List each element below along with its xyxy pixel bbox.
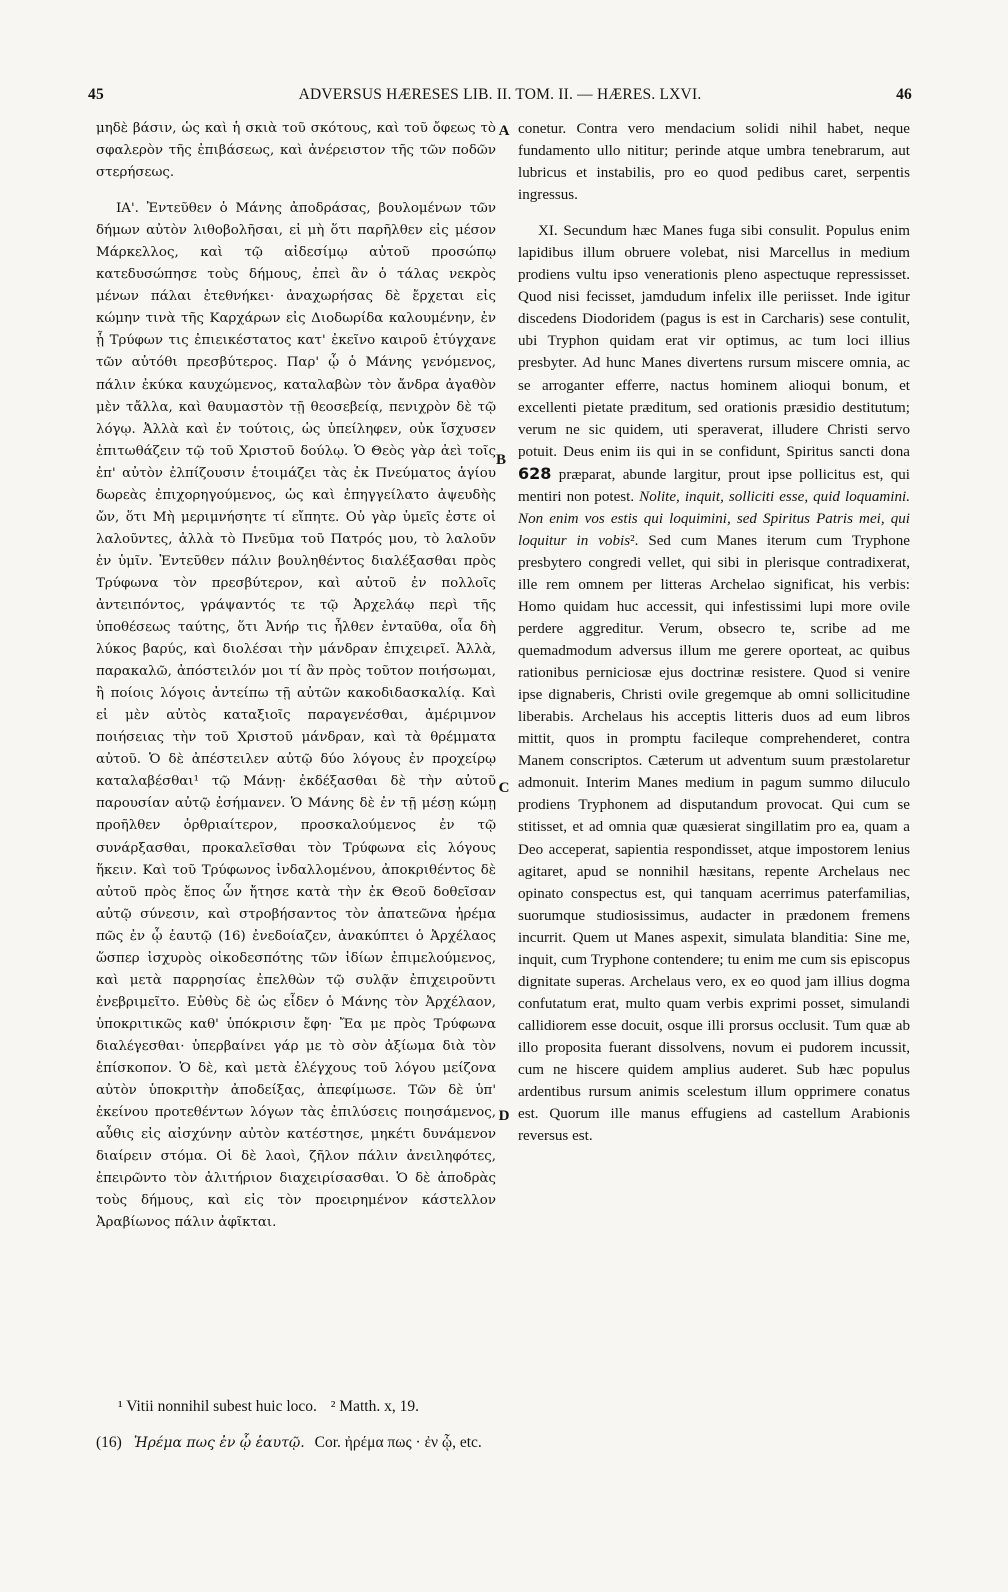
latin-column xyxy=(518,118,910,1394)
margin-letter-c: C xyxy=(498,780,510,796)
footnote-16-greek: Ἠρέμα πως ἐν ᾧ ἑαυτῷ. xyxy=(133,1435,305,1451)
footnote-1: ¹ Vitii nonnihil subest huic loco. xyxy=(118,1398,317,1415)
page-number-left: 45 xyxy=(88,86,104,103)
greek-paragraph-2: ΙΑ'. Ἐντεῦθεν ὁ Μάνης ἀποδράσας, βουλομένων τῶν δήμων αὐτὸν λιθοβολῆσαι, εἰ μὴ ὅτι παρῆλθεν εἰς μέσον Μάρκελλος, καὶ τῷ αἰδεσίμῳ αὐτοῦ προσώπῳ κατεδυσώπησε τοὺς δήμους, ἐπεὶ ἂν ὁ τάλας νεκρὸς μένων πάλαι ἐτεθνήκει· ἀναχωρήσας δὲ ἔρχεται εἰς κώμην τινὰ τῆς Καρχάρων εἰς Διοδωρίδα καλουμένην, ἐν ᾗ Τρύφων τις ἐπιεικέστατος κατ' ἐκεῖνο καιροῦ ἐτύγχανε τῶν αὐτόθι πρεσβύτερος. Παρ' ᾧ ὁ Μάνης γενόμενος, πάλιν ἐκύκα καυχώμενος, καταλαβὼν τὸν ἄνδρα ἀγαθὸν μὲν τἄλλα, καὶ θαυμαστὸν τῇ θεοσεβείᾳ, πενιχρὸν δὲ τῷ λόγῳ. Ἀλλὰ καὶ ἐν τούτοις, ὡς ὑπείληφεν, οὐκ ἴσχυσεν ἐπιτωθάζειν τῷ τοῦ Χριστοῦ δούλῳ. Ὁ Θεὸς γὰρ ἀεὶ τοῖς ἐπ' αὐτὸν ἐλπίζουσιν ἑτοιμάζει τὰς ἐκ Πνεύματος ἁγίου δωρεὰς ἐπιχορηγούμενος, ὡς καὶ ἐπηγγείλατο ἀψευδὴς ὤν, ὅτι Μὴ μεριμνήσητε τί εἴπητε. Οὐ γὰρ ὑμεῖς ἐστε οἱ λαλοῦντες, ἀλλὰ τὸ Πνεῦμα τοῦ Πατρός μου, τὸ λαλοῦν ἐν ὑμῖν. Ἐντεῦθεν πάλιν βουληθέντος διαλέξασθαι πρὸς Τρύφωνα τὸν πρεσβύτερον, καὶ αὐτοῦ ἐν πολλοῖς ἀντειπόντος, γράψαντός τε τῷ Ἀρχελάῳ περὶ τῆς ὑποθέσεως ταύτης, ὅτι Ἀνήρ τις ἦλθεν ἐνταῦθα, οἷα δὴ λύκος βαρύς, καὶ διολέσαι τὴν μάνδραν ἐπιχειρεῖ. Ἀλλὰ, παρακαλῶ, ἀπόστειλόν μοι τί ἂν πρὸς τοῦτον ποιήσωμαι, ἢ ποίοις λόγοις ἀντείπω τῇ αὐτῶν κακοδιδασκαλίᾳ. Καὶ εἰ μὲν αὐτὸς καταξιοῖς παραγενέσθαι, ἀμέριμνον ποιήσειας τὴν τοῦ Χριστοῦ μάνδραν, καὶ τὰ θρέμματα αὐτοῦ. Ὁ δὲ ἀπέστειλεν αὐτῷ δύο λόγους ἐν προχείρῳ καταλαβέσθαι¹ τῷ Μάνῃ· ἐκδέξασθαι δὲ τὴν αὐτοῦ παρουσίαν αὐτῷ ἐσήμανεν. Ὁ Μάνης δὲ ἐν τῇ μέσῃ κώμῃ προῆλθεν ὀρθριαίτερον, προσκαλούμενος ἐν τῷ συνάρξασθαι, προκαλεῖσθαι τὸν Τρύφωνα εἰς λόγους ἥκειν. Καὶ τοῦ Τρύφωνος ἰνδαλλομένου, ἀποκριθέντος δὲ αὐτοῦ πρὸς ἔπος ὧν ἤτησε κατὰ τὴν ἐκ Θεοῦ δοθεῖσαν αὐτῷ σύνεσιν, καὶ στροβήσαντος τὸν ἀπατεῶνα ἠρέμα πῶς ἐν ᾧ ἑαυτῷ (16) ἐνεδοίαζεν, ἀνακύπτει ὁ Ἀρχέλαος ὥσπερ ἰσχυρὸς οἰκοδεσπότης τῶν ἰδίων ἐπιμελούμενος, καὶ μετὰ παρρησίας ἐπελθὼν τῷ συλᾷν ἐπιχειροῦντι ἐνεβριμεῖτο. Εὐθὺς δὲ ὡς εἶδεν ὁ Μάνης τὸν Ἀρχέλαον, ὑποκριτικῶς καθ' ὑπόκρισιν ἔφη· Ἔα με πρὸς Τρύφωνα διαλέγεσθαι· ὑπερβαίνει γάρ με τὸ σὸν ἀξίωμα διὰ τὸν ἐπίσκοπον. Ὁ δὲ, καὶ μετὰ ἐλέγχους τοῦ λόγου μείζονα αὐτὸν ὑποκριτὴν ἀποδείξας, ἀπεφίμωσε. Τῶν δὲ ὑπ' ἐκείνου προτεθέντων λόγων τὰς ἐπιλύσεις ποιησάμενος, αὖθις εἰς αἰσχύνην αὐτὸν κατέστησε, μηκέτι δυνάμενον διαίρειν στόμα. Οἱ δὲ λαοὶ, ζῆλον πάλιν ἀνειληφότες, ἐπειρῶντο τὸν ἀλιτήριον διαχειρίσασθαι. Ὁ δὲ ἀποδρὰς τοὺς δήμους, καὶ εἰς τὸν προειρημένον κάστελλον Ἀραβίωνος πάλιν ἀφῖκται. xyxy=(96,201,496,1231)
page-number-right: 46 xyxy=(896,86,912,103)
greek-column xyxy=(96,118,496,1376)
margin-letter-d: D xyxy=(498,1108,510,1124)
latin-text-segment: præparat, abunde largitur, prout ipse pollicitus est, qui mentiri non potest. xyxy=(518,466,910,505)
footnote-16-text: Cor. ἠρέμα πως · ἐν ᾧ, etc. xyxy=(314,1434,482,1451)
greek-paragraph-1: μηδὲ βάσιν, ὡς καὶ ἡ σκιὰ τοῦ σκότους, καὶ τοῦ ὄφεως τὸ σφαλερὸν τῆς ἐπιβάσεως, καὶ ἀνέρειστον τῆς τῶν ποδῶν στερήσεως. xyxy=(96,121,496,181)
latin-text-segment: XI. Secundum hæc Manes fuga sibi consulit. Populus enim lapidibus illum obruere volebat, nisi Marcellus in medium prodiens vultu ipso venerationis pleno aspectuque repressisset. Quod nisi fecisset, jamdudum infelix ille periisset. Inde igitur discedens Diodoridem (pagus is est in Carcharis) sese contulit, ubi Tryphon quidam erat vir optimus, ac tum loci illius presbyter. Ad hunc Manes divertens rursum miscere omnia, ac se arroganter efferre, nactus hominem alioqui bonum, et excellenti pietate præditum, sed orationis præsidio destitutum; verum ne sic quidem, uti speraverat, illudere Christi servo potuit. Deus enim iis qui in se confidunt, Spiritus sancti dona xyxy=(518,223,910,460)
footnotes-line-2 xyxy=(96,1434,916,1452)
running-title: ADVERSUS HÆRESES LIB. II. TOM. II. — HÆRES. LXVI. xyxy=(298,86,702,103)
footnote-16-label: (16) xyxy=(96,1434,122,1451)
footnotes-line-1 xyxy=(96,1398,916,1416)
latin-paragraph-2 xyxy=(518,220,910,1147)
scripture-quote: Nolite, inquit, solliciti esse, quid loquamini. Non enim vos estis qui loquimini, sed Spiritus Patris mei, qui loquitur in vobis xyxy=(518,488,910,549)
margin-letter-b: B xyxy=(495,452,506,468)
footnote-reference: ². xyxy=(630,532,639,549)
margin-letter-a: A xyxy=(498,123,510,139)
latin-text-segment: Sed cum Manes iterum cum Tryphone presbytero congredi vellet, qui sibi in plerisque contradixerat, ille rem omnem per litteras Archelao significat, his verbis: Homo quidam huc accessit, qui infestissimi lupi more ovile perdere aggreditur. Verum, obsecro te, scribe ad me quemadmodum adversus illum me gerere oporteat, ac quibus rationibus perniciosæ ejus doctrinæ resistere. Quod si venire ipse dignaberis, Christi ovile gregemque ab omni sollicitudine liberabis. Archelaus his acceptis litteris duos ad eum libros mittit, quos in promptu facileque comprehenderet, contra Manem conscriptos. Cæterum ut adventum suum præstolaretur admonuit. Interim Manes medium in pagum summo diluculo prodiens Tryphonem ad disputandum provocat. Qui cum se stitisset, et ad omnia quæ quæsierat singillatim pro ea, quam a Deo acceperat, sapientia respondisset, atque impostorem lenius agitaret, apud se nonnihil hæsitans, repente Archelaus nec opinato conspectus est, qui tanquam acerrimus paterfamilias, suorumque studiosissimus, audacter in prædonem fremens incurrit. Quem ut Manes aspexit, simulata blanditia: Sine me, inquit, cum Tryphone contendere; tu enim me cum sis episcopus dignitate superas. Archelaus vero, ex eo quod jam illius dogma confutatum erat, multo quam verbis exprimi posset, simulandi callidiorem esse docuit, osque illi prorsus occlusit. Tum quæ ab illo proposita fuerant dissolvens, novum ei pudorem incussit, cum ne hiscere quidem amplius auderet. Sub hæc populus ardentibus rursum animis scelestum illum opprimere conatus est. Quorum ille manus effugiens ad castellum Arabionis reversus est. xyxy=(518,532,910,1145)
latin-paragraph-1: conetur. Contra vero mendacium solidi nihil habet, neque fundamento ullo nititur; perinde atque umbra tenebrarum, aut lubricus et instabilis, pro eo quod pedibus caret, serpentis ingressus. xyxy=(518,121,910,204)
page-header xyxy=(88,86,912,112)
page-reference: 628 xyxy=(518,463,552,483)
footnote-2: ² Matth. x, 19. xyxy=(330,1398,419,1415)
